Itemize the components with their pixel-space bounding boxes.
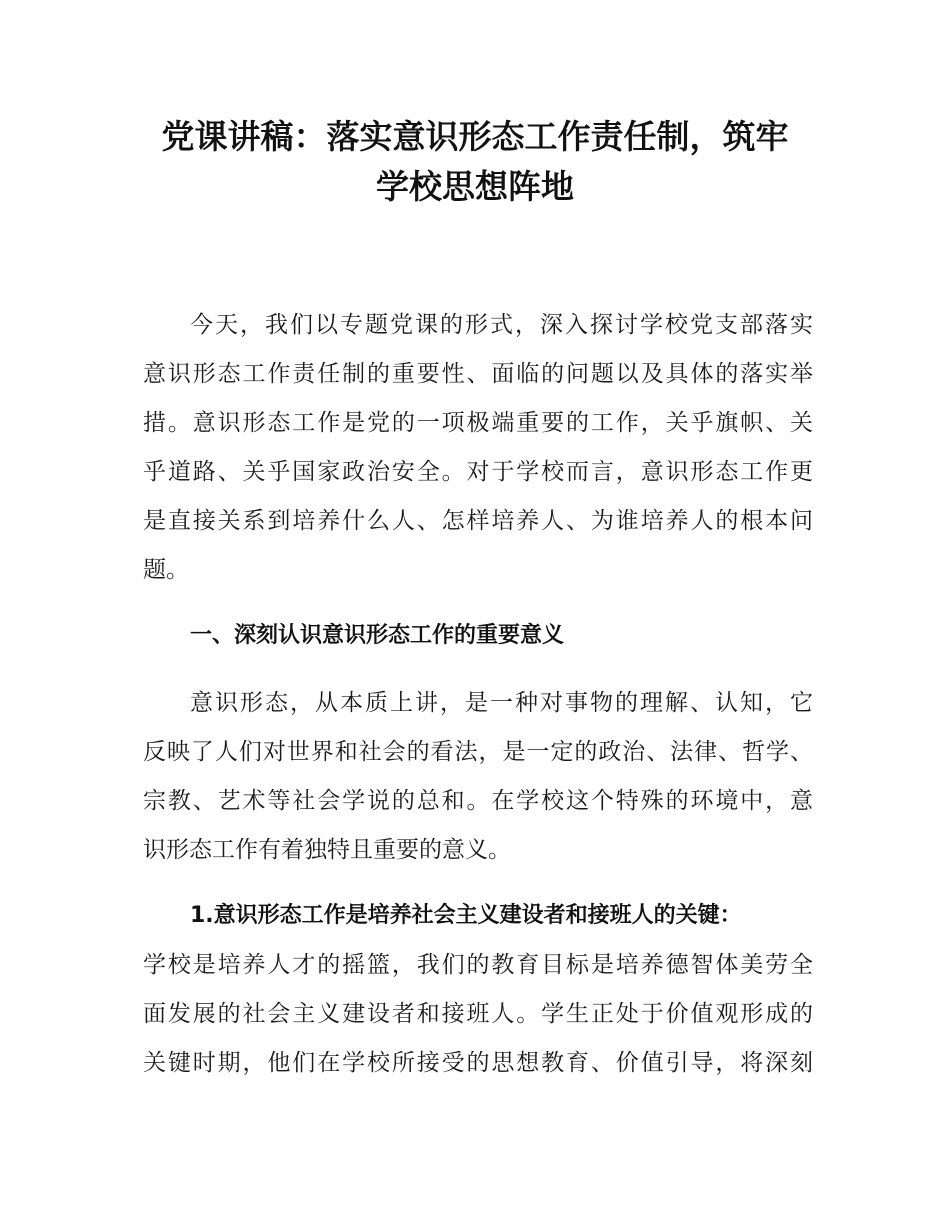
- document-title-line-2: 学校思想阵地: [376, 167, 574, 206]
- intro-line-2: 意识形态工作责任制的重要性、面临的问题以及具体的落实举: [143, 361, 813, 387]
- section-1-heading: 一、深刻认识意识形态工作的重要意义: [190, 623, 565, 648]
- document-title-line-1: 党课讲稿：落实意识形态工作责任制，筑牢: [161, 117, 789, 156]
- point-1-line-2: 面发展的社会主义建设者和接班人。学生正处于价值观形成的: [143, 1001, 813, 1027]
- intro-line-3: 措。意识形态工作是党的一项极端重要的工作，关乎旗帜、关: [143, 410, 813, 436]
- point-1-line-1: 学校是培养人才的摇篮，我们的教育目标是培养德智体美劳全: [143, 952, 813, 978]
- section-1-line-4: 识形态工作有着独特且重要的意义。: [143, 837, 511, 863]
- section-1-line-2: 反映了人们对世界和社会的看法，是一定的政治、法律、哲学、: [143, 739, 813, 765]
- intro-line-6: 题。: [143, 557, 189, 583]
- intro-line-1: 今天，我们以专题党课的形式，深入探讨学校党支部落实: [190, 312, 813, 338]
- section-1-line-3: 宗教、艺术等社会学说的总和。在学校这个特殊的环境中，意: [143, 788, 813, 814]
- section-1-line-1: 意识形态，从本质上讲，是一种对事物的理解、认知，它: [190, 690, 813, 716]
- point-1-line-3: 关键时期，他们在学校所接受的思想教育、价值引导，将深刻: [143, 1050, 813, 1076]
- point-1-heading: 1.意识形态工作是培养社会主义建设者和接班人的关键：: [190, 903, 742, 928]
- intro-line-5: 是直接关系到培养什么人、怎样培养人、为谁培养人的根本问: [143, 508, 813, 534]
- intro-line-4: 乎道路、关乎国家政治安全。对于学校而言，意识形态工作更: [143, 459, 813, 485]
